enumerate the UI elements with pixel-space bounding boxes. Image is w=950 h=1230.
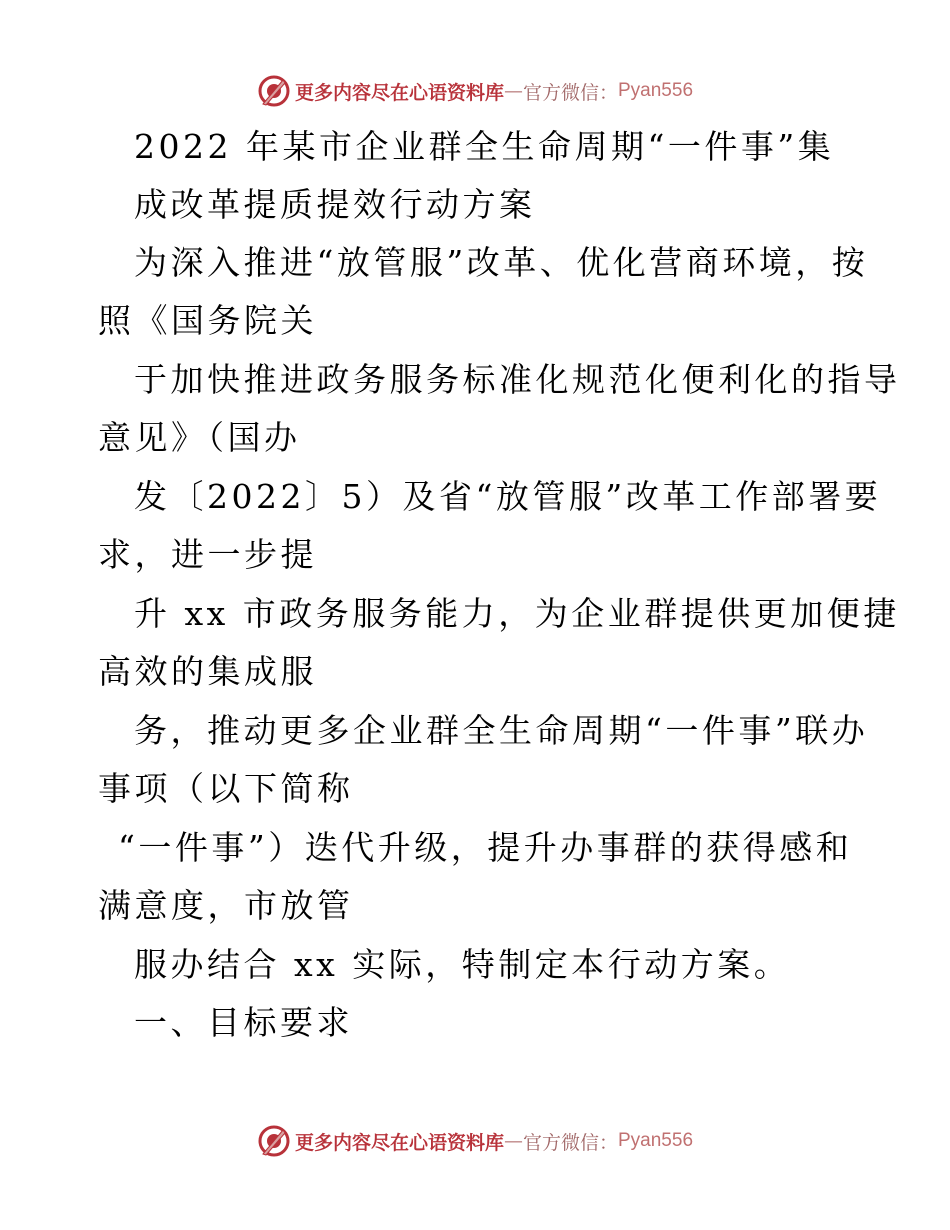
title-line-1: 2022 年某市企业群全生命周期“一件事”集	[134, 127, 835, 166]
section-heading: 一、目标要求	[134, 1003, 353, 1042]
paragraph-line: 务，推动更多企业群全生命周期“一件事”联办	[134, 711, 869, 750]
paragraph-line: 意见》（国办	[98, 418, 301, 457]
watermark-dash: —	[503, 80, 523, 102]
watermark-wechat-label: 官方微信：	[522, 81, 618, 104]
paragraph-line: 服办结合 xx 实际，特制定本行动方案。	[134, 945, 791, 984]
watermark-wechat-id: Pyan556	[618, 1130, 694, 1151]
header-watermark	[0, 71, 950, 111]
watermark-wechat-id: Pyan556	[618, 80, 694, 101]
paragraph-line: 事项（以下简称	[98, 769, 354, 808]
paragraph-line: 升 xx 市政务服务能力，为企业群提供更加便捷	[134, 594, 900, 633]
quill-logo-icon	[257, 1124, 291, 1158]
paragraph-line: 发〔2022〕5）及省“放管服”改革工作部署要	[134, 477, 882, 516]
watermark-dash: —	[503, 1130, 523, 1152]
paragraph-line: 于加快推进政务服务标准化规范化便利化的指导	[134, 360, 901, 399]
paragraph-line: 照《国务院关	[98, 301, 317, 340]
watermark-site-text: 更多内容尽在心语资料库	[294, 1131, 504, 1154]
watermark-wechat-label: 官方微信：	[522, 1131, 618, 1154]
paragraph-line: “一件事”）迭代升级，提升办事群的获得感和	[118, 828, 853, 867]
footer-watermark	[0, 1121, 950, 1161]
paragraph-line: 满意度，市放管	[98, 886, 354, 925]
title-line-2: 成改革提质提效行动方案	[134, 185, 536, 224]
paragraph-line: 求，进一步提	[98, 535, 317, 574]
quill-logo-icon	[257, 74, 291, 108]
paragraph-line: 为深入推进“放管服”改革、优化营商环境，按	[134, 243, 869, 282]
paragraph-line: 高效的集成服	[98, 652, 317, 691]
watermark-site-text: 更多内容尽在心语资料库	[294, 81, 504, 104]
